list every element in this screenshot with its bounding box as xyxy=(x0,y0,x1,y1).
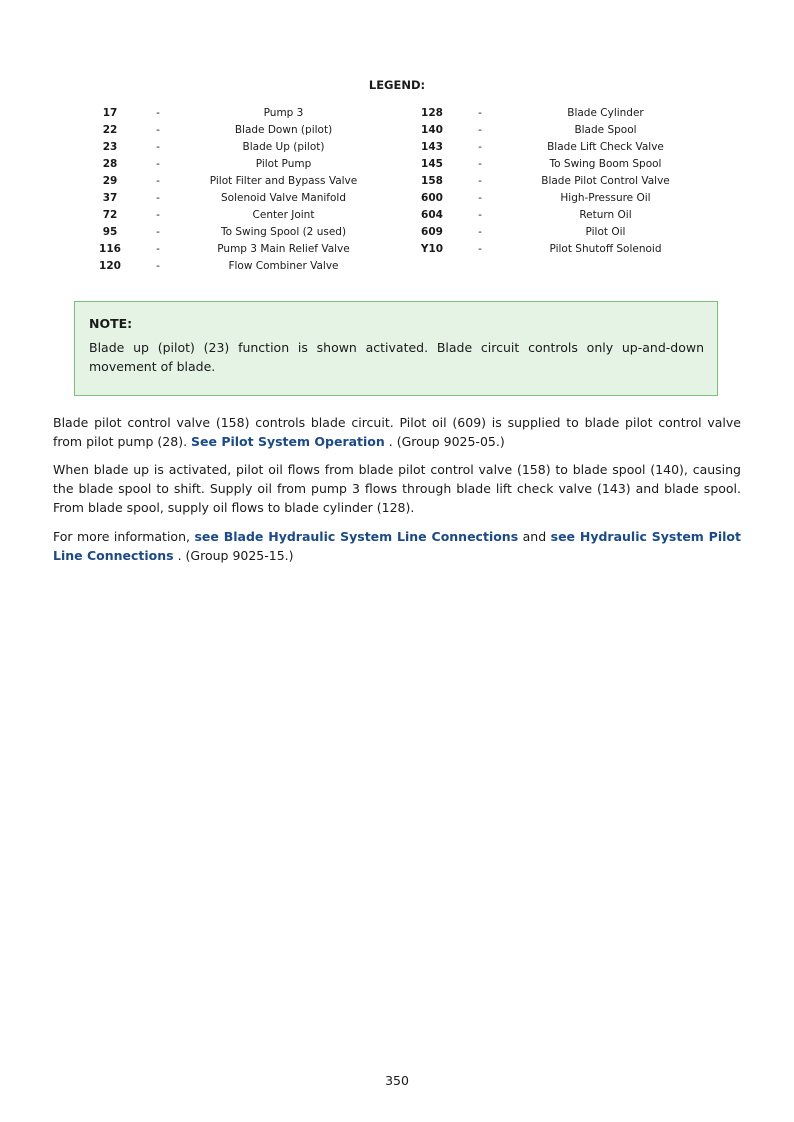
legend-number: 600 xyxy=(421,191,443,204)
legend-dash: - xyxy=(156,208,160,221)
legend-number: 28 xyxy=(102,157,118,170)
paragraph-text: . (Group 9025-05.) xyxy=(384,434,505,449)
legend-description: High-Pressure Oil xyxy=(560,191,651,204)
legend-dash: - xyxy=(156,242,160,255)
legend-dash: - xyxy=(156,225,160,238)
legend-dash: - xyxy=(156,157,160,170)
legend-row xyxy=(90,138,381,155)
legend-number: 128 xyxy=(421,106,443,119)
legend-number: 604 xyxy=(421,208,443,221)
paragraph-text: For more information, xyxy=(53,529,195,544)
legend-row xyxy=(90,121,381,138)
legend-dash: - xyxy=(156,191,160,204)
legend-dash: - xyxy=(478,106,482,119)
legend-row xyxy=(90,189,381,206)
pilot-line-connections-link[interactable]: see Hydraulic System Pilot Line Connections xyxy=(53,529,741,563)
legend-dash: - xyxy=(478,174,482,187)
paragraph-pilot-control xyxy=(53,413,741,451)
legend-description: Pump 3 xyxy=(263,106,304,119)
legend-number: Y10 xyxy=(420,242,444,255)
legend-row xyxy=(412,189,703,206)
legend-dash: - xyxy=(478,225,482,238)
paragraph-text: and xyxy=(518,529,551,544)
note-title: NOTE: xyxy=(89,316,133,331)
legend-dash: - xyxy=(478,208,482,221)
legend-dash: - xyxy=(156,123,160,136)
legend-number: 23 xyxy=(102,140,118,153)
legend-title: LEGEND: xyxy=(368,78,426,92)
legend-description: Pilot Filter and Bypass Valve xyxy=(209,174,358,187)
legend-number: 22 xyxy=(102,123,118,136)
legend-description: Flow Combiner Valve xyxy=(228,259,339,272)
legend-row xyxy=(90,206,381,223)
legend-description: To Swing Boom Spool xyxy=(549,157,662,170)
legend-right-column xyxy=(412,104,703,257)
legend-number: 158 xyxy=(421,174,443,187)
paragraph-text: . (Group 9025-15.) xyxy=(173,548,294,563)
note-text: Blade up (pilot) (23) function is shown activated. Blade circuit controls only up-and-down movement of blade. xyxy=(89,340,704,374)
legend-row xyxy=(412,138,703,155)
legend-number: 145 xyxy=(421,157,443,170)
legend-row xyxy=(412,172,703,189)
legend-number: 72 xyxy=(102,208,118,221)
legend-number: 140 xyxy=(421,123,443,136)
legend-dash: - xyxy=(478,140,482,153)
legend-row xyxy=(90,155,381,172)
legend-row xyxy=(412,104,703,121)
legend-description: Blade Down (pilot) xyxy=(234,123,333,136)
legend-description: Blade Cylinder xyxy=(567,106,644,119)
legend-dash: - xyxy=(156,106,160,119)
pilot-system-operation-link[interactable]: See Pilot System Operation xyxy=(191,434,385,449)
legend-row xyxy=(412,155,703,172)
legend-description: Blade Up (pilot) xyxy=(242,140,325,153)
legend-row xyxy=(90,223,381,240)
legend-number: 120 xyxy=(99,259,121,272)
paragraph-blade-up: When blade up is activated, pilot oil flows from blade pilot control valve (158) to blade spool (140), causing the blade spool to shift. Supply oil from pump 3 flows through blade lift check valve (143) and blade spool. From blade spool, supply oil flows to blade cylinder (128). xyxy=(53,462,741,515)
legend-description: Blade Pilot Control Valve xyxy=(541,174,670,187)
legend-row xyxy=(90,172,381,189)
page-number: 350 xyxy=(385,1073,409,1088)
legend-dash: - xyxy=(478,191,482,204)
legend-row xyxy=(412,223,703,240)
legend-number: 37 xyxy=(102,191,118,204)
legend-row xyxy=(90,257,381,274)
legend-row xyxy=(412,121,703,138)
legend-dash: - xyxy=(156,174,160,187)
legend-description: Pilot Oil xyxy=(585,225,626,238)
legend-row xyxy=(90,104,381,121)
legend-row xyxy=(412,206,703,223)
legend-number: 17 xyxy=(102,106,118,119)
legend-description: Center Joint xyxy=(252,208,315,221)
legend-number: 116 xyxy=(99,242,121,255)
legend-dash: - xyxy=(478,157,482,170)
legend-description: Pilot Shutoff Solenoid xyxy=(549,242,662,255)
legend-description: Blade Spool xyxy=(574,123,637,136)
legend-dash: - xyxy=(156,140,160,153)
legend-left-column xyxy=(90,104,381,274)
legend-description: Return Oil xyxy=(579,208,632,221)
legend-description: Pilot Pump xyxy=(255,157,312,170)
legend-description: Blade Lift Check Valve xyxy=(547,140,664,153)
legend-row xyxy=(90,240,381,257)
legend-dash: - xyxy=(478,242,482,255)
paragraph-more-info xyxy=(53,527,741,565)
legend-number: 95 xyxy=(102,225,118,238)
legend-number: 29 xyxy=(102,174,118,187)
paragraph-text: Blade pilot control valve (158) controls blade circuit. Pilot oil (609) is supplied to blade pilot control valve from pilot pump (28). xyxy=(53,415,741,449)
legend-row xyxy=(412,240,703,257)
legend-description: To Swing Spool (2 used) xyxy=(220,225,347,238)
legend-dash: - xyxy=(156,259,160,272)
legend-number: 143 xyxy=(421,140,443,153)
legend-number: 609 xyxy=(421,225,443,238)
legend-dash: - xyxy=(478,123,482,136)
legend-description: Pump 3 Main Relief Valve xyxy=(217,242,350,255)
legend-description: Solenoid Valve Manifold xyxy=(221,191,346,204)
note-box xyxy=(74,301,718,396)
blade-line-connections-link[interactable]: see Blade Hydraulic System Line Connections xyxy=(194,529,519,544)
